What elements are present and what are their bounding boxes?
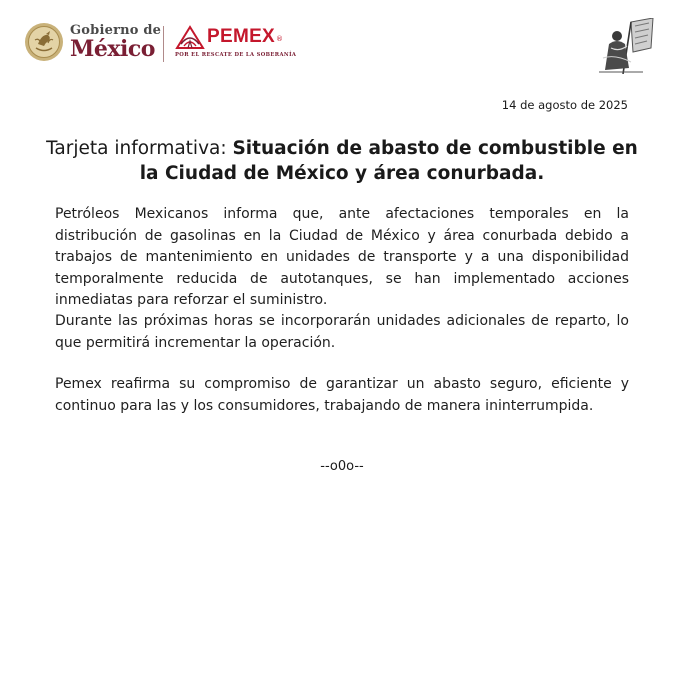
- pemex-tagline: POR EL RESCATE DE LA SOBERANÍA: [175, 52, 297, 58]
- closing-mark: --o0o--: [320, 459, 364, 474]
- mexico-label: México: [70, 36, 155, 62]
- document-date: 14 de agosto de 2025: [501, 98, 628, 112]
- logo-divider: [163, 26, 164, 62]
- title-bold: Situación de abasto de combustible en la Ciudad de México y área conurbada.: [139, 138, 638, 184]
- paragraph-1: Petróleos Mexicanos informa que, ante afectaciones temporales en la distribución de gasolinas en la Ciudad de México y área conurbada debido a trabajos de mantenimiento en unidades de transporte y a una disponibilidad temporalmente reducida de autotanques, se han implementado acciones inmediatas para reforzar el suministro.: [55, 206, 629, 308]
- pemex-wordmark: PEMEX: [207, 26, 276, 47]
- registered-mark: ®: [276, 35, 284, 43]
- document-title: [40, 136, 644, 186]
- mexico-seal-icon: [24, 22, 64, 62]
- title-prefix: Tarjeta informativa:: [46, 138, 233, 159]
- gobierno-de-mexico-logo: [24, 22, 161, 62]
- pemex-logo: [175, 24, 296, 58]
- flag-figure-icon: [597, 18, 657, 74]
- paragraph-2: Durante las próximas horas se incorporarán unidades adicionales de reparto, lo que permitirá incrementar la operación.: [55, 313, 629, 351]
- document-header: [0, 0, 684, 80]
- pemex-eagle-icon: [175, 24, 205, 50]
- gobierno-de-label: Gobierno de: [70, 23, 162, 38]
- paragraph-3: Pemex reafirma su compromiso de garantizar un abasto seguro, eficiente y continuo para las y los consumidores, trabajando de manera ininterrumpida.: [55, 376, 629, 414]
